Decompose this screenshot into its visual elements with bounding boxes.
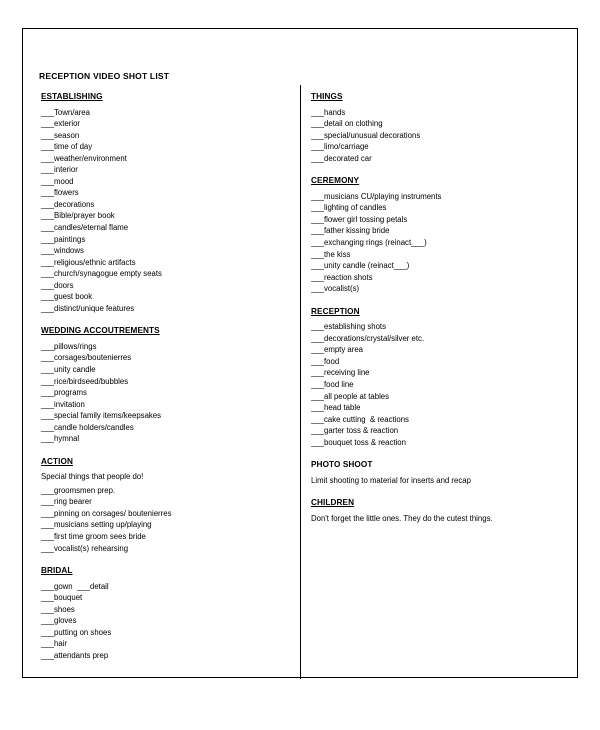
section-children	[311, 497, 566, 524]
list-item[interactable]: ___head table	[311, 403, 361, 413]
section-heading: ESTABLISHING	[41, 92, 103, 101]
section-heading: THINGS	[311, 92, 343, 101]
list-item[interactable]: ___limo/carriage	[311, 142, 369, 152]
section-things	[311, 91, 566, 164]
list-item[interactable]: ___weather/environment	[41, 153, 127, 163]
list-item[interactable]: ___interior	[41, 165, 78, 175]
section-ceremony	[311, 175, 566, 294]
list-item[interactable]: ___receiving line	[311, 368, 370, 378]
list-item[interactable]: ___musicians setting up/playing	[41, 520, 152, 530]
list-item[interactable]: ___bouquet toss & reaction	[311, 437, 406, 447]
list-item[interactable]: ___hair	[41, 639, 68, 649]
section-item-list	[311, 191, 566, 295]
list-item[interactable]: ___programs	[41, 388, 87, 398]
list-item[interactable]: ___unity candle	[41, 365, 96, 375]
section-photo-shoot	[311, 459, 566, 486]
section-heading: RECEPTION	[311, 306, 360, 316]
list-item[interactable]: ___the kiss	[311, 249, 351, 259]
list-item[interactable]: ___shoes	[41, 604, 75, 614]
section-heading: PHOTO SHOOT	[311, 460, 373, 470]
list-item[interactable]: ___gloves	[41, 616, 77, 626]
list-item[interactable]: ___reaction shots	[311, 272, 373, 282]
section-heading: ACTION	[41, 456, 73, 466]
section-note: Don't forget the little ones. They do the cutest things.	[311, 513, 493, 523]
list-item[interactable]: ___corsages/boutenierres	[41, 353, 132, 363]
list-item[interactable]: ___decorated car	[311, 153, 372, 163]
list-item[interactable]: ___pinning on corsages/ boutenierres	[41, 508, 172, 518]
section-item-list	[41, 341, 291, 445]
list-item[interactable]: ___time of day	[41, 142, 93, 152]
list-item[interactable]: ___attendants prep	[41, 650, 109, 660]
list-item[interactable]: ___unity candle (reinact___)	[311, 261, 410, 271]
list-item[interactable]: ___gown ___detail	[41, 581, 109, 591]
list-item[interactable]: ___Town/area	[41, 107, 90, 117]
list-item[interactable]: ___candles/eternal flame	[41, 223, 129, 233]
list-item[interactable]: ___all people at tables	[311, 391, 390, 401]
list-item[interactable]: ___doors	[41, 280, 74, 290]
right-column	[311, 91, 566, 526]
list-item[interactable]: ___musicians CU/playing instruments	[311, 191, 442, 201]
list-item[interactable]: ___garter toss & reaction	[311, 426, 399, 436]
list-item[interactable]: ___exchanging rings (reinact___)	[311, 238, 427, 248]
list-item[interactable]: ___mood	[41, 176, 74, 186]
left-column	[41, 91, 291, 661]
list-item[interactable]: ___hymnal	[41, 434, 80, 444]
list-item[interactable]: ___lighting of candles	[311, 203, 387, 213]
list-item[interactable]: ___cake cutting & reactions	[311, 414, 409, 424]
list-item[interactable]: ___flowers	[41, 188, 79, 198]
page-title: RECEPTION VIDEO SHOT LIST	[39, 71, 170, 81]
list-item[interactable]: ___food	[311, 356, 340, 366]
list-item[interactable]: ___bouquet	[41, 593, 83, 603]
section-heading: CHILDREN	[311, 498, 355, 508]
list-item[interactable]: ___rice/birdseed/bubbles	[41, 376, 129, 386]
list-item[interactable]: ___religious/ethnic artifacts	[41, 257, 136, 267]
section-reception	[311, 306, 566, 449]
section-bridal	[41, 565, 291, 661]
list-item[interactable]: ___candle holders/candles	[41, 422, 134, 432]
list-item[interactable]: ___paintings	[41, 234, 86, 244]
section-item-list	[311, 107, 566, 165]
section-item-list	[41, 581, 291, 662]
list-item[interactable]: ___empty area	[311, 345, 364, 355]
list-item[interactable]: ___windows	[41, 246, 84, 256]
section-note: Special things that people do!	[41, 472, 144, 482]
list-item[interactable]: ___detail on clothing	[311, 119, 383, 129]
document-page	[22, 28, 578, 678]
section-heading: BRIDAL	[41, 566, 73, 576]
section-item-list	[41, 107, 291, 315]
list-item[interactable]: ___Bible/prayer book	[41, 211, 115, 221]
list-item[interactable]: ___decorations/crystal/silver etc.	[311, 333, 425, 343]
list-item[interactable]: ___father kissing bride	[311, 226, 390, 236]
section-action	[41, 456, 291, 554]
list-item[interactable]: ___flower girl tossing petals	[311, 214, 408, 224]
list-item[interactable]: ___special/unusual decorations	[311, 130, 421, 140]
list-item[interactable]: ___guest book	[41, 292, 93, 302]
section-heading: WEDDING ACCOUTREMENTS	[41, 326, 160, 336]
list-item[interactable]: ___decorations	[41, 199, 95, 209]
list-item[interactable]: ___vocalist(s)	[311, 284, 360, 294]
list-item[interactable]: ___distinct/unique features	[41, 303, 135, 313]
list-item[interactable]: ___season	[41, 130, 80, 140]
list-item[interactable]: ___exterior	[41, 119, 81, 129]
section-establishing	[41, 91, 291, 314]
list-item[interactable]: ___food line	[311, 380, 354, 390]
list-item[interactable]: ___first time groom sees bride	[41, 532, 146, 541]
list-item[interactable]: ___groomsmen prep.	[41, 485, 116, 495]
list-item[interactable]: ___vocalist(s) rehearsing	[41, 543, 129, 553]
list-item[interactable]: ___church/synagogue empty seats	[41, 269, 162, 279]
list-item[interactable]: ___hands	[311, 107, 346, 117]
list-item[interactable]: ___pillows/rings	[41, 341, 97, 351]
list-item[interactable]: ___ring bearer	[41, 497, 92, 507]
section-item-list	[311, 321, 566, 448]
section-note: Limit shooting to material for inserts and recap	[311, 475, 471, 485]
list-item[interactable]: ___putting on shoes	[41, 627, 112, 637]
column-divider	[300, 85, 301, 679]
section-heading: CEREMONY	[311, 176, 360, 186]
section-wedding-accoutrements	[41, 325, 291, 444]
section-item-list	[41, 485, 291, 554]
list-item[interactable]: ___establishing shots	[311, 322, 386, 332]
list-item[interactable]: ___invitation	[41, 399, 85, 409]
list-item[interactable]: ___special family items/keepsakes	[41, 411, 162, 421]
